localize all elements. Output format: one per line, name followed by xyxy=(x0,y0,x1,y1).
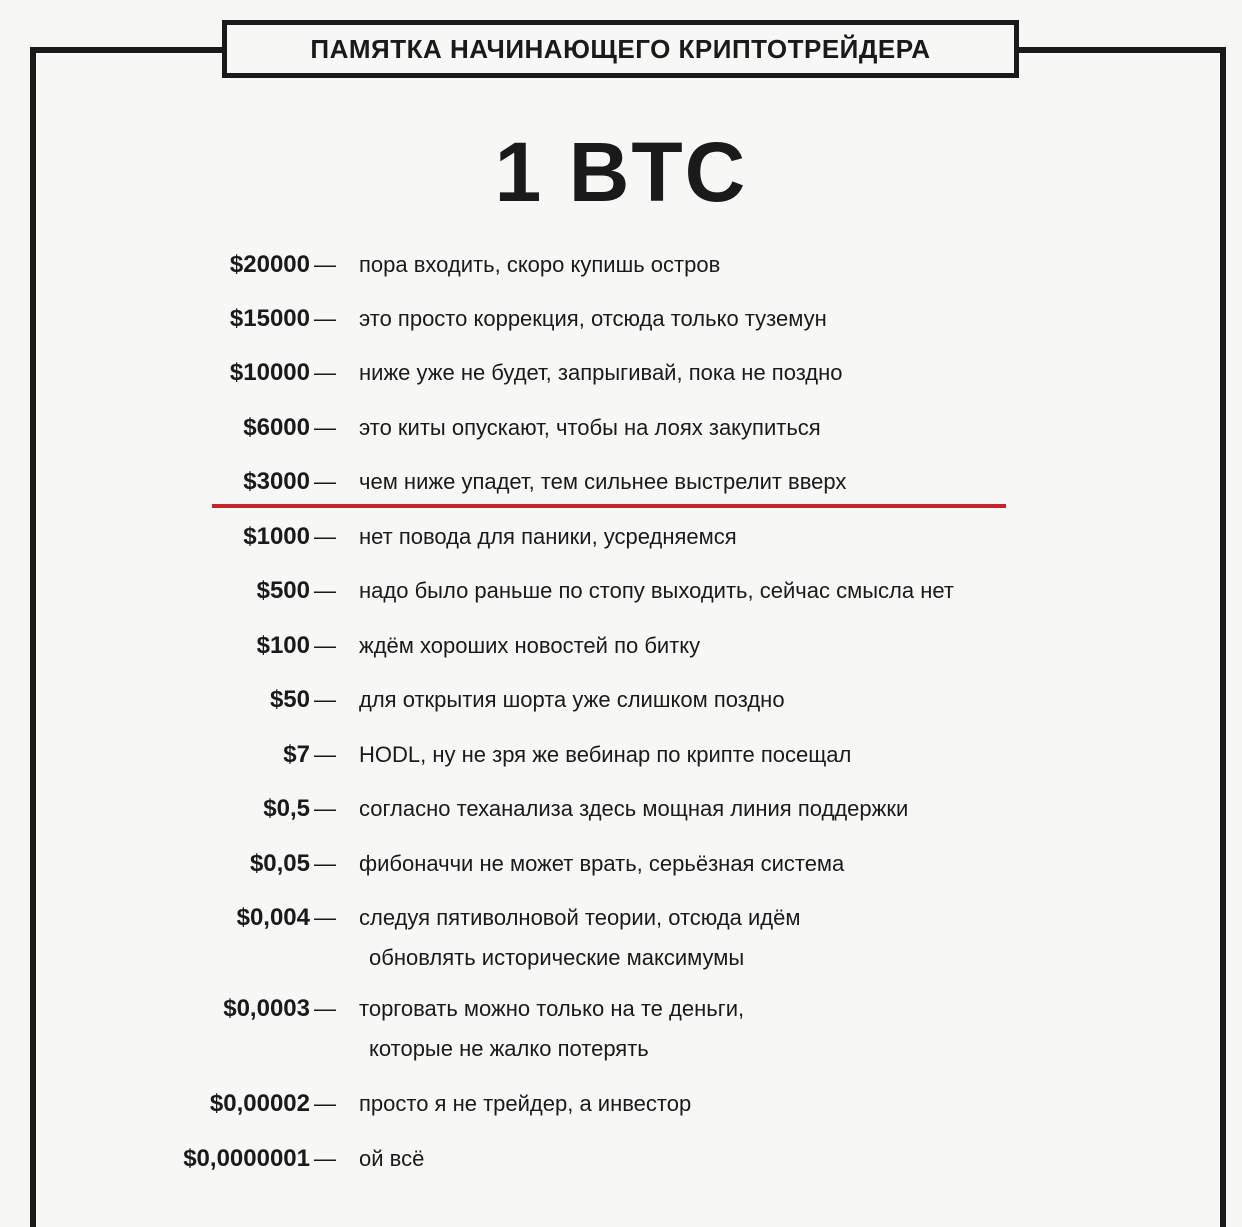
list-item xyxy=(0,735,1242,775)
red-underline xyxy=(212,504,1006,508)
dash-separator: — xyxy=(314,252,336,277)
price-value: $3000 xyxy=(243,468,310,495)
dash-separator: — xyxy=(314,578,336,603)
dash-separator: — xyxy=(314,796,336,821)
list-item xyxy=(0,1084,1242,1124)
dash-separator: — xyxy=(314,687,336,712)
price-value: $0,05 xyxy=(249,850,310,877)
price-value: $0,00002 xyxy=(209,1090,310,1117)
list-item xyxy=(0,353,1242,393)
list-item xyxy=(0,299,1242,339)
dash-separator: — xyxy=(314,996,336,1021)
list-item xyxy=(0,245,1242,285)
list-item xyxy=(0,1139,1242,1179)
main-title: 1 BTC xyxy=(494,125,748,219)
header-title: ПАМЯТКА НАЧИНАЮЩЕГО КРИПТОТРЕЙДЕРА xyxy=(222,20,1019,78)
item-text: HODL, ну не зря же вебинар по крипте посещал xyxy=(359,742,852,767)
list-item xyxy=(0,898,1242,970)
price-value: $15000 xyxy=(229,305,310,332)
item-text: надо было раньше по стопу выходить, сейчас смысла нет xyxy=(359,578,954,603)
dash-separator: — xyxy=(314,415,336,440)
list-item xyxy=(0,680,1242,720)
list-item xyxy=(0,789,1242,829)
item-text-continued: обновлять исторические максимумы xyxy=(369,945,745,970)
dash-separator: — xyxy=(314,360,336,385)
price-value: $0,0000001 xyxy=(183,1145,310,1172)
dash-separator: — xyxy=(314,905,336,930)
price-value: $6000 xyxy=(243,414,310,441)
item-text: согласно теханализа здесь мощная линия поддержки xyxy=(359,796,909,821)
item-text: это киты опускают, чтобы на лоях закупиться xyxy=(359,415,821,440)
price-value: $0,004 xyxy=(236,904,310,931)
dash-separator: — xyxy=(314,306,336,331)
price-value: $50 xyxy=(269,686,310,713)
item-text: ждём хороших новостей по битку xyxy=(359,633,701,658)
list-item xyxy=(0,571,1242,611)
price-value: $0,0003 xyxy=(223,995,310,1022)
price-value: $100 xyxy=(256,632,310,659)
price-value: $0,5 xyxy=(263,795,310,822)
list-item xyxy=(0,408,1242,448)
dash-separator: — xyxy=(314,742,336,767)
item-text-continued: которые не жалко потерять xyxy=(369,1036,649,1061)
price-value: $10000 xyxy=(229,359,310,386)
dash-separator: — xyxy=(314,1146,336,1171)
item-text: просто я не трейдер, а инвестор xyxy=(359,1091,692,1116)
list-item xyxy=(0,626,1242,666)
price-value: $500 xyxy=(256,577,310,604)
item-text: торговать можно только на те деньги, xyxy=(359,996,745,1021)
item-text: следуя пятиволновой теории, отсюда идём xyxy=(359,905,801,930)
item-text: фибоначчи не может врать, серьёзная система xyxy=(359,851,845,876)
item-text: ниже уже не будет, запрыгивай, пока не поздно xyxy=(359,360,843,385)
dash-separator: — xyxy=(314,524,336,549)
item-text: для открытия шорта уже слишком поздно xyxy=(359,687,785,712)
item-text: пора входить, скоро купишь остров xyxy=(359,252,721,277)
list-item-highlighted xyxy=(0,462,1242,502)
price-value: $20000 xyxy=(229,251,310,278)
price-value: $7 xyxy=(283,741,310,768)
dash-separator: — xyxy=(314,633,336,658)
item-text: чем ниже упадет, тем сильнее выстрелит вверх xyxy=(359,469,847,494)
list-item xyxy=(0,989,1242,1061)
dash-separator: — xyxy=(314,469,336,494)
dash-separator: — xyxy=(314,1091,336,1116)
list-item xyxy=(0,517,1242,557)
item-text: нет повода для паники, усредняемся xyxy=(359,524,737,549)
item-text: ой всё xyxy=(359,1146,425,1171)
price-value: $1000 xyxy=(243,523,310,550)
item-text: это просто коррекция, отсюда только туземун xyxy=(359,306,827,331)
list-item xyxy=(0,844,1242,884)
dash-separator: — xyxy=(314,851,336,876)
